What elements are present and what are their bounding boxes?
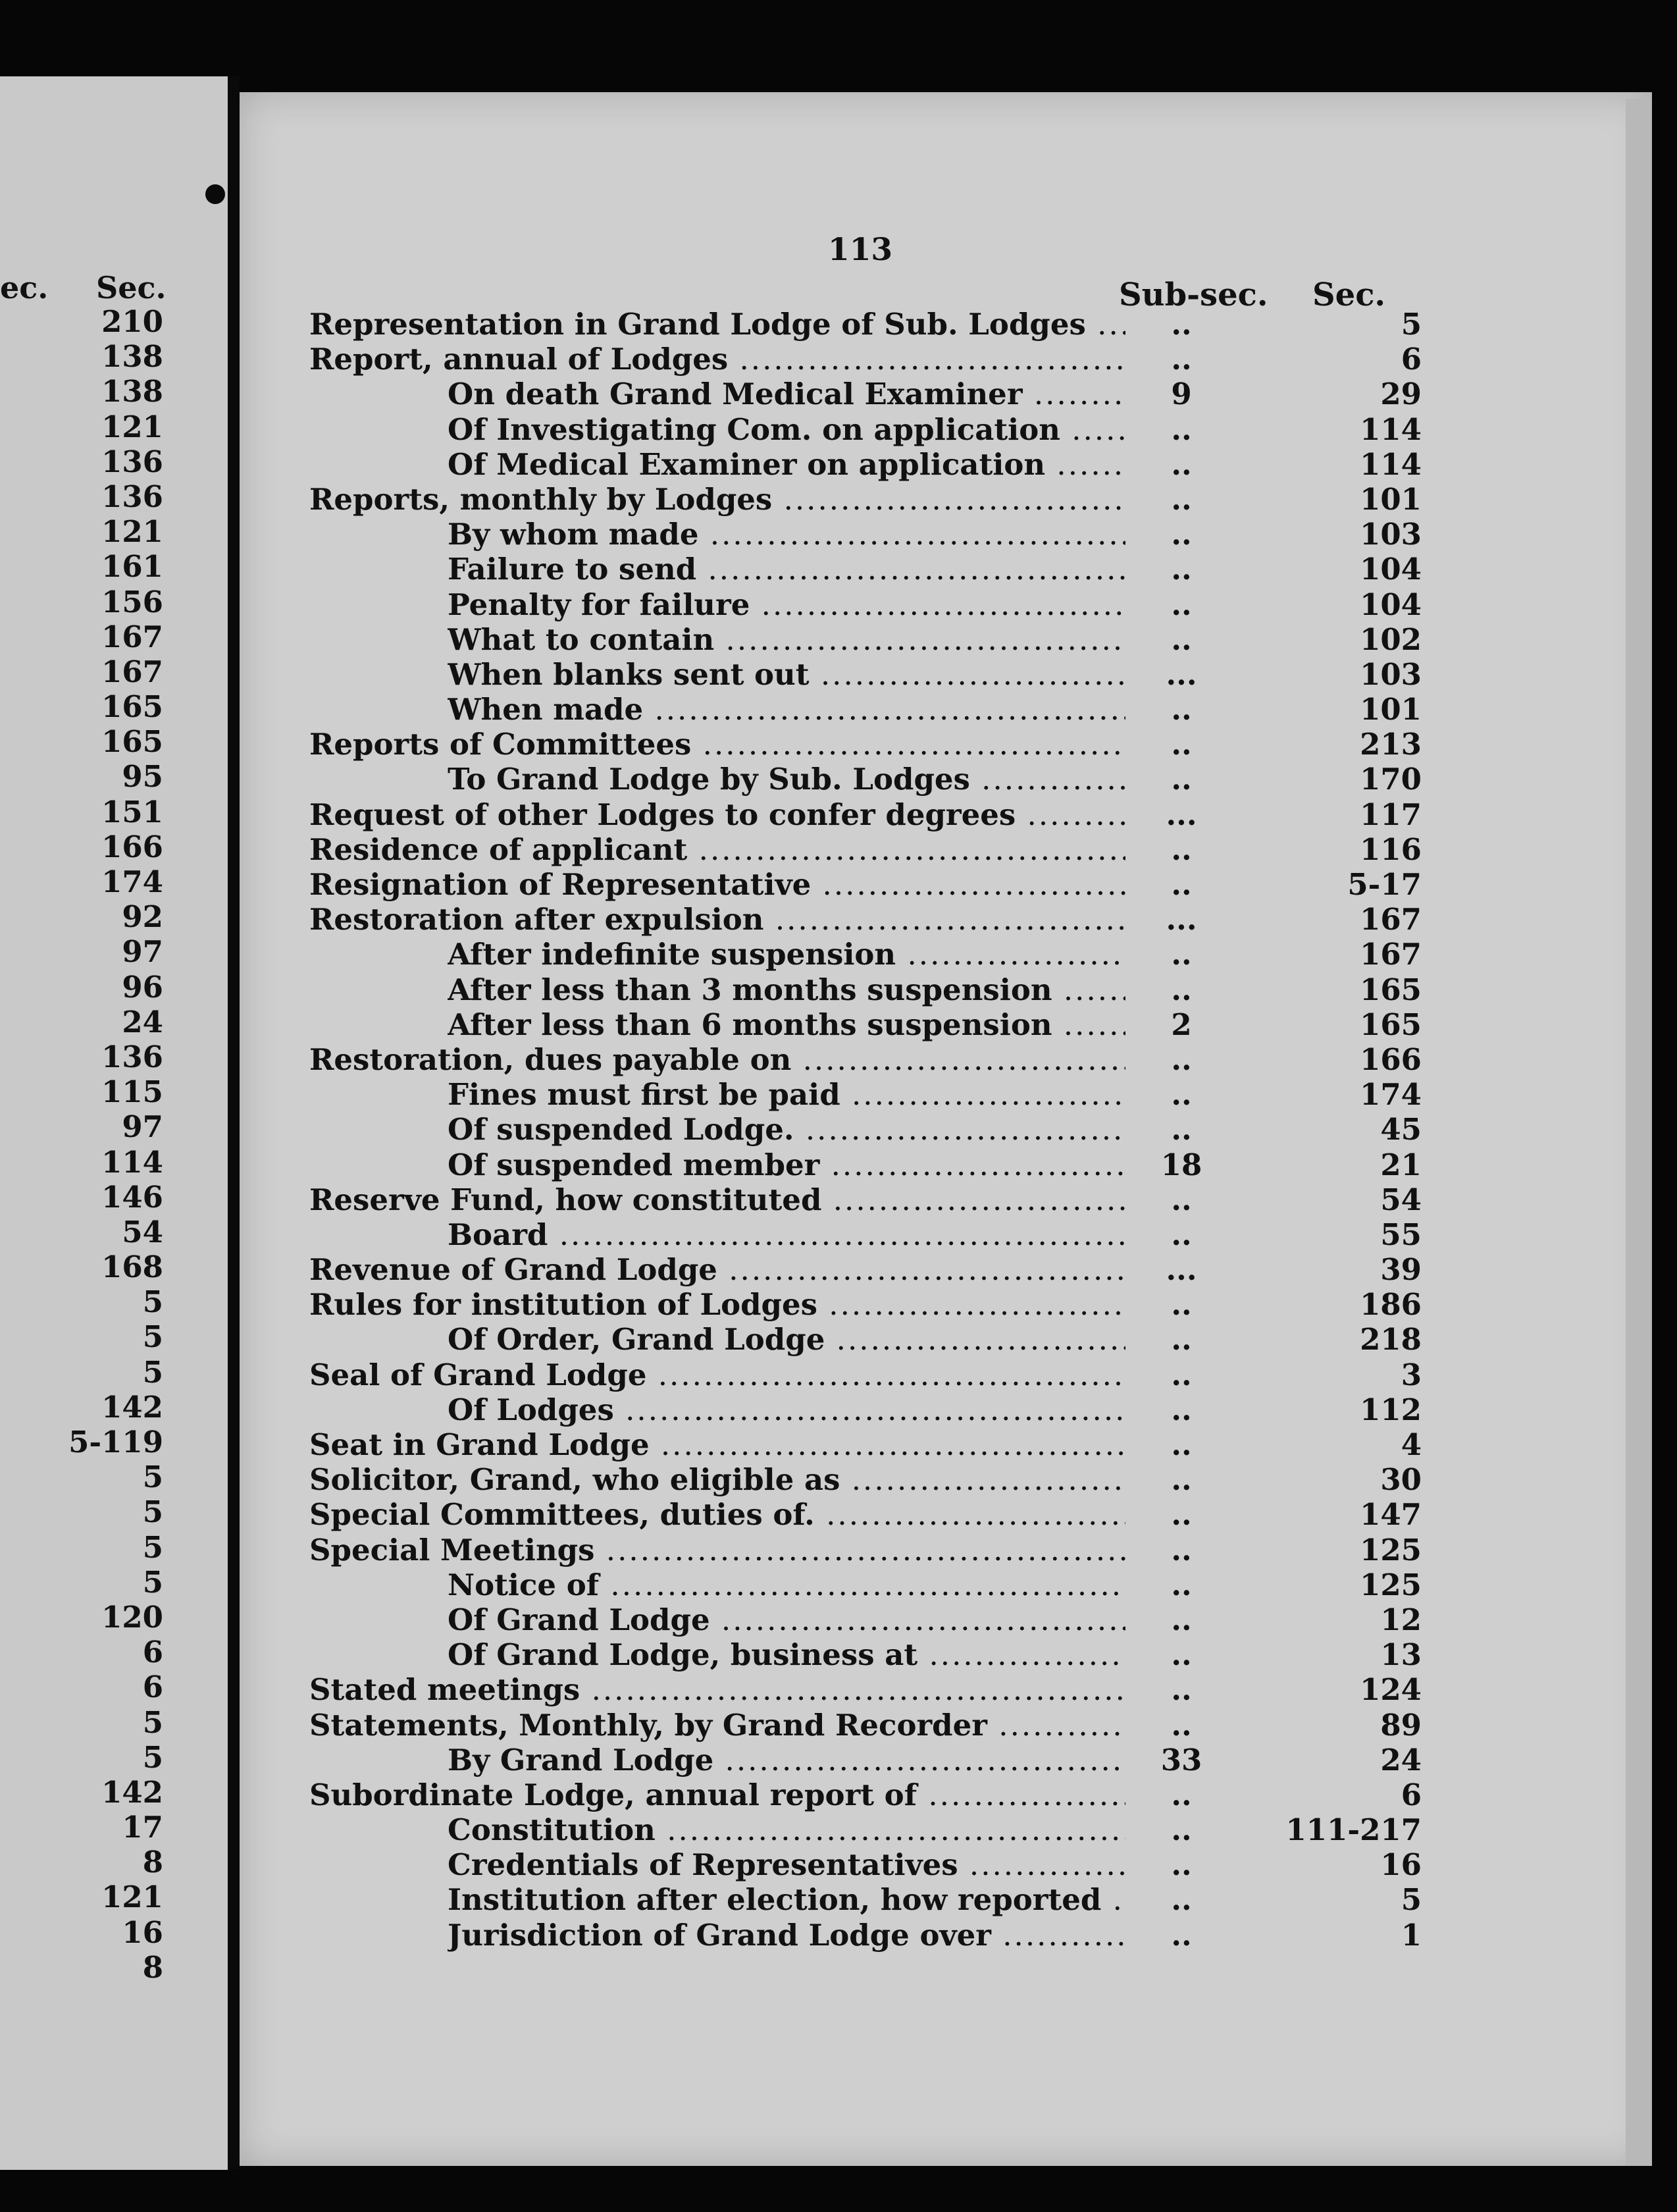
index-entry (309, 552, 1422, 587)
index-entry (309, 1007, 1422, 1042)
index-entry (309, 621, 1422, 657)
entry-subsec: .. (1171, 762, 1192, 797)
prev-page-sec-number: 166 (101, 829, 163, 864)
entry-subsec: ... (1166, 902, 1197, 937)
prev-page-sec-number: 5 (142, 1319, 163, 1355)
entry-subsec: .. (1171, 867, 1192, 902)
index-entry (309, 1532, 1422, 1567)
index-entries (309, 307, 1422, 1953)
prev-page-sec-number: 142 (101, 1774, 163, 1810)
entry-sec: 6 (1401, 342, 1422, 377)
prev-page-sec-number: 96 (122, 969, 163, 1005)
index-entry (309, 1847, 1422, 1883)
index-entry (309, 1287, 1422, 1323)
prev-page-sec-number: 115 (101, 1074, 163, 1110)
index-entry (309, 1882, 1422, 1918)
entry-subsec: .. (1171, 1847, 1192, 1883)
entry-subsec: .. (1171, 342, 1192, 377)
prev-page-sec-number: 97 (122, 1109, 163, 1145)
prev-page-sec-number: 121 (101, 1880, 163, 1915)
entry-subsec: .. (1171, 481, 1192, 517)
entry-topic: Of Lodges ..... (448, 1392, 1125, 1427)
prev-page-sec-number: 121 (101, 514, 163, 550)
index-entry (309, 1427, 1422, 1462)
entry-sec: 101 (1360, 481, 1422, 517)
index-entry (309, 1182, 1422, 1217)
index-entry (309, 727, 1422, 762)
entry-topic: Constitution ..... (448, 1812, 1125, 1847)
index-entry (309, 1707, 1422, 1743)
index-entry (309, 1147, 1422, 1182)
entry-topic: By Grand Lodge ..... (448, 1743, 1125, 1778)
entry-subsec: .. (1171, 1357, 1192, 1392)
entry-subsec: .. (1171, 1041, 1192, 1077)
entry-sec: 104 (1360, 552, 1422, 587)
prev-page-sec-number: 16 (122, 1914, 163, 1950)
entry-sec: 125 (1360, 1567, 1422, 1602)
entry-sec: 174 (1360, 1077, 1422, 1113)
entry-topic: Statements, Monthly, by Grand Recorder ..... (309, 1708, 1125, 1743)
index-entry (309, 1567, 1422, 1602)
index-entry (309, 831, 1422, 867)
index-entry (309, 1497, 1422, 1533)
entry-topic: Reports, monthly by Lodges ..... (309, 482, 1125, 517)
index-entry (309, 446, 1422, 482)
entry-subsec: .. (1171, 727, 1192, 762)
entry-subsec: .. (1171, 1427, 1192, 1462)
prev-page-sec-number: 6 (142, 1670, 163, 1705)
entry-topic: Reports of Committees ..... (309, 727, 1125, 762)
prev-page-sec-number: 92 (122, 899, 163, 935)
index-entry (309, 1672, 1422, 1708)
entry-subsec: .. (1171, 1812, 1192, 1848)
entry-subsec: 2 (1171, 1007, 1192, 1042)
entry-sec: 167 (1360, 937, 1422, 972)
page-edge (1626, 99, 1652, 2166)
entry-topic: Penalty for failure ..... (448, 587, 1125, 622)
entry-subsec: ... (1166, 797, 1197, 832)
entry-topic: Request of other Lodges to confer degrees ..... (309, 797, 1125, 832)
prev-page-sec-number: 5 (142, 1529, 163, 1565)
index-entry (309, 902, 1422, 937)
entry-topic: After less than 3 months suspension ..... (448, 972, 1125, 1007)
entry-subsec: ... (1166, 1252, 1197, 1288)
entry-sec: 167 (1360, 902, 1422, 937)
entry-sec: 111-217 (1285, 1812, 1422, 1848)
entry-subsec: .. (1171, 1077, 1192, 1113)
entry-topic: Seat in Grand Lodge ..... (309, 1427, 1125, 1462)
entry-subsec: .. (1171, 1882, 1192, 1918)
entry-topic: Of Investigating Com. on application ..... (448, 412, 1125, 447)
index-entry (309, 1602, 1422, 1637)
prev-page-sec-number: 8 (142, 1845, 163, 1880)
prev-page-sec-number: 168 (101, 1250, 163, 1285)
prev-page-sec-number: 5 (142, 1460, 163, 1495)
entry-topic: Restoration, dues payable on ..... (309, 1042, 1125, 1077)
prev-page-sec-number: 8 (142, 1949, 163, 1985)
index-entry (309, 762, 1422, 797)
prev-page-sec-number: 210 (101, 304, 163, 339)
entry-sec: 125 (1360, 1532, 1422, 1567)
entry-topic: On death Grand Medical Examiner ..... (448, 377, 1125, 411)
entry-topic: Special Committees, duties of. ..... (309, 1497, 1125, 1532)
prev-page-sec-number: 97 (122, 934, 163, 970)
entry-subsec: .. (1171, 517, 1192, 552)
entry-topic: Jurisdiction of Grand Lodge over ..... (448, 1918, 1125, 1953)
entry-sec: 3 (1401, 1357, 1422, 1392)
index-entry (309, 1112, 1422, 1147)
entry-sec: 166 (1360, 1041, 1422, 1077)
entry-sec: 112 (1360, 1392, 1422, 1427)
entry-sec: 39 (1380, 1252, 1422, 1288)
entry-subsec: 9 (1171, 377, 1192, 412)
prev-page-sec-number: 151 (101, 794, 163, 830)
entry-sec: 21 (1380, 1147, 1422, 1182)
entry-subsec: .. (1171, 1322, 1192, 1357)
entry-subsec: .. (1171, 446, 1192, 482)
entry-topic: Of suspended member ..... (448, 1147, 1125, 1182)
entry-subsec: .. (1171, 552, 1192, 587)
prev-page-sec-number: 165 (101, 724, 163, 760)
entry-sec: 218 (1360, 1322, 1422, 1357)
prev-page-sec-number: 54 (122, 1214, 163, 1250)
entry-topic: Of Order, Grand Lodge ..... (448, 1322, 1125, 1357)
prev-page-sec-number: 136 (101, 479, 163, 514)
index-entry (309, 1322, 1422, 1357)
entry-topic: Rules for institution of Lodges ..... (309, 1287, 1125, 1322)
entry-topic: Reserve Fund, how constituted ..... (309, 1182, 1125, 1217)
entry-sec: 102 (1360, 621, 1422, 657)
entry-subsec: .. (1171, 1602, 1192, 1637)
entry-sec: 170 (1360, 762, 1422, 797)
entry-topic: Special Meetings ..... (309, 1533, 1125, 1567)
entry-topic: Failure to send ..... (448, 552, 1125, 587)
prev-page-sec-number: 5 (142, 1739, 163, 1775)
prev-page-sec-number: 167 (101, 654, 163, 689)
index-entry (309, 1777, 1422, 1812)
entry-subsec: .. (1171, 1917, 1192, 1953)
entry-subsec: .. (1171, 1112, 1192, 1147)
entry-topic: To Grand Lodge by Sub. Lodges ..... (448, 762, 1125, 797)
entry-subsec: .. (1171, 1567, 1192, 1602)
prev-page-sec-number: 17 (122, 1810, 163, 1845)
index-entry (309, 972, 1422, 1007)
entry-subsec: .. (1171, 831, 1192, 867)
entry-sec: 116 (1360, 831, 1422, 867)
index-entry (309, 1252, 1422, 1288)
entry-sec: 12 (1380, 1602, 1422, 1637)
entry-subsec: 33 (1160, 1742, 1202, 1778)
entry-sec: 5 (1401, 1882, 1422, 1918)
entry-sec: 54 (1380, 1182, 1422, 1217)
entry-subsec: .. (1171, 1217, 1192, 1252)
entry-sec: 165 (1360, 972, 1422, 1007)
prev-page-sec-number: 5 (142, 1704, 163, 1740)
entry-topic: Subordinate Lodge, annual report of ..... (309, 1778, 1125, 1812)
entry-topic: When made ..... (448, 692, 1125, 727)
entry-sec: 117 (1360, 797, 1422, 832)
entry-sec: 114 (1360, 446, 1422, 482)
entry-subsec: .. (1171, 307, 1192, 342)
entry-sec: 55 (1380, 1217, 1422, 1252)
entry-topic: After indefinite suspension ..... (448, 937, 1125, 972)
entry-topic: Credentials of Representatives ..... (448, 1847, 1125, 1882)
entry-sec: 124 (1360, 1672, 1422, 1708)
entry-topic: When blanks sent out ..... (448, 657, 1125, 692)
index-entry (309, 1742, 1422, 1778)
entry-subsec: 18 (1160, 1147, 1202, 1182)
entry-sec: 103 (1360, 656, 1422, 692)
entry-topic: Of suspended Lodge. ..... (448, 1112, 1125, 1147)
prev-page-sec-number: 121 (101, 409, 163, 444)
index-entry (309, 1637, 1422, 1673)
index-entry (309, 1392, 1422, 1427)
entry-subsec: .. (1171, 937, 1192, 972)
entry-sec: 114 (1360, 411, 1422, 447)
prev-page-sec-number: 142 (101, 1389, 163, 1425)
entry-sec: 5 (1401, 307, 1422, 342)
entry-sec: 4 (1401, 1427, 1422, 1462)
entry-sec: 6 (1401, 1777, 1422, 1812)
sec-column-header: Sec. (1312, 276, 1386, 313)
entry-sec: 213 (1360, 727, 1422, 762)
entry-topic: Report, annual of Lodges ..... (309, 342, 1125, 377)
prev-page-sec-number: 5-119 (68, 1425, 163, 1460)
entry-subsec: .. (1171, 692, 1192, 727)
index-entry (309, 867, 1422, 902)
entry-sec: 13 (1380, 1637, 1422, 1673)
entry-topic: Of Grand Lodge, business at ..... (448, 1637, 1125, 1672)
entry-topic: After less than 6 months suspension ..... (448, 1007, 1125, 1042)
entry-sec: 5-17 (1347, 867, 1422, 902)
entry-sec: 45 (1380, 1112, 1422, 1147)
index-entry (309, 1217, 1422, 1252)
entry-subsec: .. (1171, 587, 1192, 622)
entry-subsec: .. (1171, 1497, 1192, 1533)
entry-sec: 24 (1380, 1742, 1422, 1778)
entry-subsec: ... (1166, 656, 1197, 692)
prev-page-sec-number: 136 (101, 444, 163, 479)
entry-subsec: .. (1171, 1392, 1192, 1427)
entry-sec: 147 (1360, 1497, 1422, 1533)
entry-subsec: .. (1171, 972, 1192, 1007)
entry-topic: Board ..... (448, 1217, 1125, 1252)
prev-page-sec-number: 138 (101, 339, 163, 375)
index-entry (309, 1077, 1422, 1113)
prev-page-sec-number: 5 (142, 1354, 163, 1390)
prev-page-header-partial: ec. (0, 270, 49, 305)
entry-subsec: .. (1171, 1707, 1192, 1743)
binding-hole (205, 184, 225, 204)
index-entry (309, 481, 1422, 517)
entry-sec: 101 (1360, 692, 1422, 727)
prev-page-sec-number: 167 (101, 619, 163, 654)
entry-sec: 186 (1360, 1287, 1422, 1323)
entry-topic: Residence of applicant ..... (309, 832, 1125, 867)
index-entry (309, 307, 1422, 342)
index-entry (309, 1917, 1422, 1953)
prev-page-sec-number: 174 (101, 864, 163, 899)
entry-subsec: .. (1171, 621, 1192, 657)
entry-subsec: .. (1171, 1532, 1192, 1567)
prev-page-sec-number: 156 (101, 584, 163, 619)
index-entry (309, 517, 1422, 552)
prev-page-sec-header: Sec. (96, 270, 167, 305)
entry-topic: Of Medical Examiner on application ..... (448, 447, 1125, 482)
entry-subsec: .. (1171, 1637, 1192, 1673)
entry-topic: Stated meetings ..... (309, 1672, 1125, 1707)
entry-topic: Of Grand Lodge ..... (448, 1602, 1125, 1637)
subsec-column-header: Sub-sec. (1119, 276, 1268, 313)
prev-page-sec-number: 24 (122, 1004, 163, 1040)
index-entry (309, 411, 1422, 447)
entry-subsec: .. (1171, 1777, 1192, 1812)
index-entry (309, 377, 1422, 412)
prev-page-sec-number: 120 (101, 1599, 163, 1635)
prev-page-sec-number: 161 (101, 549, 163, 585)
prev-page-sec-number: 165 (101, 689, 163, 725)
entry-sec: 1 (1401, 1917, 1422, 1953)
entry-sec: 104 (1360, 587, 1422, 622)
prev-page-sec-number: 138 (101, 374, 163, 409)
entry-topic: Solicitor, Grand, who eligible as ..... (309, 1462, 1125, 1497)
entry-subsec: .. (1171, 1182, 1192, 1217)
entry-sec: 29 (1380, 377, 1422, 412)
index-entry (309, 692, 1422, 727)
prev-page-sec-number: 5 (142, 1564, 163, 1600)
entry-sec: 16 (1380, 1847, 1422, 1883)
entry-sec: 30 (1380, 1462, 1422, 1498)
entry-subsec: .. (1171, 1287, 1192, 1323)
prev-page-sec-column (5, 304, 163, 1985)
prev-page-sec-number: 6 (142, 1635, 163, 1670)
index-entry (309, 1357, 1422, 1392)
entry-sec: 165 (1360, 1007, 1422, 1042)
prev-page-sec-number: 95 (122, 759, 163, 795)
entry-sec: 103 (1360, 517, 1422, 552)
index-entry (309, 587, 1422, 622)
entry-subsec: .. (1171, 1672, 1192, 1708)
entry-topic: Institution after election, how reported ..... (448, 1882, 1125, 1917)
prev-page-sec-number: 136 (101, 1039, 163, 1074)
entry-topic: Notice of ..... (448, 1567, 1125, 1602)
entry-sec: 89 (1380, 1707, 1422, 1743)
entry-topic: Fines must first be paid ..... (448, 1077, 1125, 1112)
entry-topic: Seal of Grand Lodge ..... (309, 1357, 1125, 1392)
entry-topic: By whom made ..... (448, 517, 1125, 552)
page-number: 113 (828, 232, 893, 268)
prev-page-sec-number: 5 (142, 1284, 163, 1320)
prev-page-sec-number: 114 (101, 1144, 163, 1180)
entry-topic: Representation in Grand Lodge of Sub. Lodges ..... (309, 307, 1125, 342)
index-entry (309, 1041, 1422, 1077)
entry-topic: Resignation of Representative ..... (309, 867, 1125, 902)
entry-topic: Revenue of Grand Lodge ..... (309, 1252, 1125, 1287)
entry-subsec: .. (1171, 1462, 1192, 1498)
prev-page-sec-number: 5 (142, 1494, 163, 1530)
entry-topic: Restoration after expulsion ..... (309, 902, 1125, 937)
page-gutter (228, 76, 240, 2170)
prev-page-sec-number: 146 (101, 1179, 163, 1215)
index-entry (309, 797, 1422, 832)
index-entry (309, 342, 1422, 377)
entry-topic: What to contain ..... (448, 622, 1125, 657)
entry-subsec: .. (1171, 411, 1192, 447)
index-entry (309, 1462, 1422, 1498)
index-entry (309, 937, 1422, 972)
index-entry (309, 656, 1422, 692)
index-entry (309, 1812, 1422, 1848)
